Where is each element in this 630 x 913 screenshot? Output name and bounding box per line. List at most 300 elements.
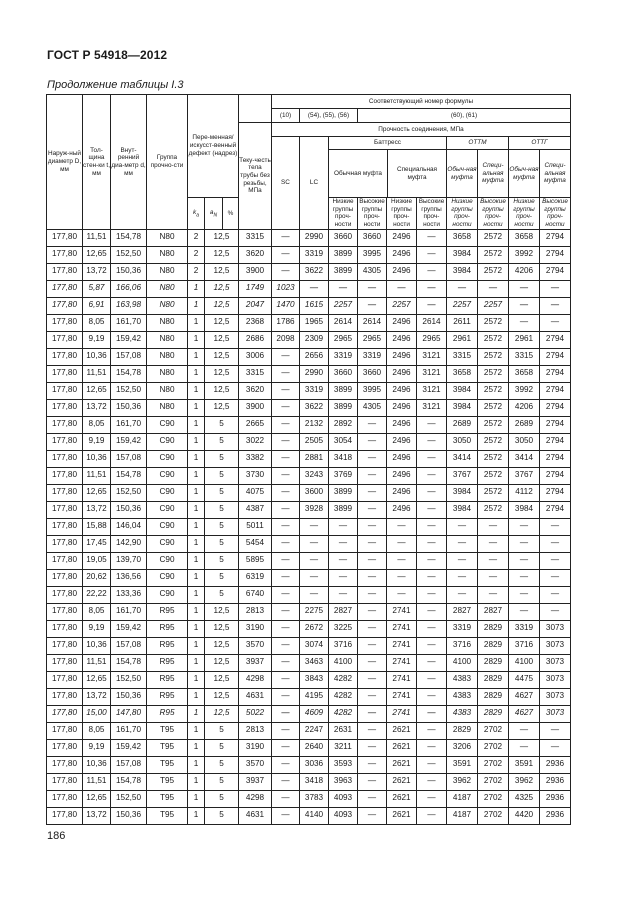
- table-cell: 2611: [447, 314, 478, 331]
- table-cell: 3899: [329, 263, 358, 280]
- table-cell: 2794: [540, 246, 571, 263]
- table-cell: —: [329, 552, 358, 569]
- table-cell: 3992: [509, 382, 540, 399]
- table-cell: 2741: [387, 603, 417, 620]
- table-row: [47, 484, 571, 501]
- table-cell: —: [417, 297, 447, 314]
- table-cell: 1: [188, 535, 205, 552]
- table-cell: 2794: [540, 365, 571, 382]
- table-cell: 3843: [300, 671, 329, 688]
- table-cell: 154,78: [111, 467, 147, 484]
- table-cell: 3190: [239, 620, 272, 637]
- table-cell: 2047: [239, 297, 272, 314]
- table-cell: 3716: [329, 637, 358, 654]
- table-cell: 177,80: [47, 246, 83, 263]
- table-cell: 1: [188, 280, 205, 297]
- table-cell: —: [417, 433, 447, 450]
- table-cell: 2936: [540, 756, 571, 773]
- table-row: [47, 263, 571, 280]
- table-cell: 2829: [447, 722, 478, 739]
- table-cell: —: [358, 501, 387, 518]
- table-cell: —: [358, 535, 387, 552]
- table-cell: —: [272, 382, 300, 399]
- table-row: [47, 586, 571, 603]
- table-cell: —: [358, 654, 387, 671]
- table-cell: 3319: [300, 246, 329, 263]
- table-cell: 3121: [417, 399, 447, 416]
- table-cell: 3928: [300, 501, 329, 518]
- table-row: [47, 569, 571, 586]
- table-cell: 3963: [329, 773, 358, 790]
- table-cell: 2741: [387, 671, 417, 688]
- table-cell: 147,80: [111, 705, 147, 722]
- table-cell: 12,65: [83, 484, 111, 501]
- table-cell: 11,51: [83, 229, 111, 246]
- table-cell: 3660: [329, 365, 358, 382]
- table-cell: 177,80: [47, 263, 83, 280]
- table-cell: 2829: [478, 705, 509, 722]
- table-cell: 2614: [329, 314, 358, 331]
- table-cell: 3984: [447, 246, 478, 263]
- table-cell: —: [387, 535, 417, 552]
- table-cell: 177,80: [47, 688, 83, 705]
- table-cell: 3591: [447, 756, 478, 773]
- table-cell: 4282: [329, 671, 358, 688]
- table-cell: 150,36: [111, 399, 147, 416]
- table-cell: 1: [188, 637, 205, 654]
- table-cell: 3319: [509, 620, 540, 637]
- table-cell: —: [540, 297, 571, 314]
- table-cell: —: [300, 569, 329, 586]
- table-cell: C90: [147, 535, 188, 552]
- formula-60-61: (60), (61): [358, 109, 571, 123]
- col-header-buttress-special-low: Низкие группы проч-ности: [387, 198, 417, 230]
- table-cell: 19,05: [83, 552, 111, 569]
- col-header-buttress: Баттресс: [329, 137, 446, 150]
- table-cell: 2656: [300, 348, 329, 365]
- table-cell: —: [447, 535, 478, 552]
- table-cell: —: [272, 620, 300, 637]
- table-cell: 177,80: [47, 637, 83, 654]
- table-continuation-caption: Продолжение таблицы I.3: [47, 79, 184, 91]
- table-cell: 2572: [478, 382, 509, 399]
- table-cell: 2098: [272, 331, 300, 348]
- table-cell: 154,78: [111, 229, 147, 246]
- table-cell: 177,80: [47, 773, 83, 790]
- table-header: [47, 95, 571, 230]
- table-cell: —: [358, 620, 387, 637]
- table-cell: N80: [147, 280, 188, 297]
- table-cell: 154,78: [111, 773, 147, 790]
- table-cell: 1: [188, 739, 205, 756]
- table-cell: 3054: [329, 433, 358, 450]
- table-row: [47, 518, 571, 535]
- table-cell: 177,80: [47, 229, 83, 246]
- table-cell: 3984: [447, 484, 478, 501]
- table-row: [47, 535, 571, 552]
- col-header-buttress-special-high: Высокие группы проч-ности: [417, 198, 447, 230]
- table-cell: —: [329, 535, 358, 552]
- table-cell: —: [358, 518, 387, 535]
- table-cell: —: [417, 790, 447, 807]
- table-cell: 4187: [447, 807, 478, 824]
- table-cell: 2496: [387, 484, 417, 501]
- table-cell: 3658: [447, 365, 478, 382]
- table-row: [47, 348, 571, 365]
- table-cell: —: [540, 280, 571, 297]
- table-cell: 2496: [387, 246, 417, 263]
- table-cell: 2132: [300, 416, 329, 433]
- table-cell: —: [417, 569, 447, 586]
- table-cell: 5: [205, 569, 239, 586]
- table-cell: 3622: [300, 399, 329, 416]
- table-cell: —: [272, 705, 300, 722]
- table-cell: —: [478, 552, 509, 569]
- table-cell: 2741: [387, 705, 417, 722]
- strength-table: [46, 94, 571, 825]
- table-cell: 5: [205, 773, 239, 790]
- table-cell: 3591: [509, 756, 540, 773]
- table-cell: 3073: [540, 671, 571, 688]
- table-cell: C90: [147, 450, 188, 467]
- table-cell: —: [358, 586, 387, 603]
- table-cell: T95: [147, 722, 188, 739]
- table-cell: 3937: [239, 773, 272, 790]
- table-cell: T95: [147, 739, 188, 756]
- table-cell: 2829: [478, 620, 509, 637]
- table-cell: —: [358, 807, 387, 824]
- table-cell: 1786: [272, 314, 300, 331]
- table-cell: 4383: [447, 705, 478, 722]
- table-cell: 3767: [509, 467, 540, 484]
- table-cell: —: [447, 280, 478, 297]
- table-cell: 4100: [447, 654, 478, 671]
- table-cell: 3620: [239, 246, 272, 263]
- table-cell: 5895: [239, 552, 272, 569]
- table-cell: 2640: [300, 739, 329, 756]
- table-cell: 159,42: [111, 433, 147, 450]
- table-cell: 177,80: [47, 756, 83, 773]
- table-cell: —: [387, 569, 417, 586]
- table-cell: —: [509, 739, 540, 756]
- table-cell: 20,62: [83, 569, 111, 586]
- table-row: [47, 433, 571, 450]
- table-cell: 2: [188, 229, 205, 246]
- table-cell: 5454: [239, 535, 272, 552]
- table-cell: C90: [147, 586, 188, 603]
- table-cell: 3190: [239, 739, 272, 756]
- table-cell: 2936: [540, 790, 571, 807]
- table-cell: C90: [147, 552, 188, 569]
- table-cell: 3050: [447, 433, 478, 450]
- table-cell: 2702: [478, 756, 509, 773]
- table-cell: 13,72: [83, 399, 111, 416]
- table-cell: 15,00: [83, 705, 111, 722]
- table-cell: 2631: [329, 722, 358, 739]
- table-cell: —: [417, 756, 447, 773]
- table-cell: —: [300, 535, 329, 552]
- table-row: [47, 450, 571, 467]
- table-cell: —: [509, 535, 540, 552]
- table-cell: 3716: [447, 637, 478, 654]
- table-cell: C90: [147, 467, 188, 484]
- table-cell: 12,5: [205, 671, 239, 688]
- table-cell: 1: [188, 773, 205, 790]
- table-cell: —: [272, 722, 300, 739]
- table-cell: 11,51: [83, 654, 111, 671]
- table-cell: 2827: [478, 603, 509, 620]
- col-header-ottg: ОТТГ: [509, 137, 570, 150]
- table-cell: 22,22: [83, 586, 111, 603]
- table-cell: 10,36: [83, 348, 111, 365]
- col-header-ottm-special-high: Высокие группы проч-ности: [478, 198, 509, 230]
- table-cell: 159,42: [111, 739, 147, 756]
- table-cell: 1470: [272, 297, 300, 314]
- table-cell: 3315: [447, 348, 478, 365]
- table-cell: N80: [147, 331, 188, 348]
- table-cell: 3622: [300, 263, 329, 280]
- table-cell: —: [358, 569, 387, 586]
- table-cell: 10,36: [83, 637, 111, 654]
- table-cell: 4609: [300, 705, 329, 722]
- table-cell: 177,80: [47, 416, 83, 433]
- table-cell: —: [417, 671, 447, 688]
- table-cell: 5: [205, 501, 239, 518]
- table-cell: 1: [188, 620, 205, 637]
- table-cell: 4627: [509, 688, 540, 705]
- table-cell: 2572: [478, 246, 509, 263]
- table-cell: 2741: [387, 620, 417, 637]
- table-cell: 5: [205, 467, 239, 484]
- table-row: [47, 467, 571, 484]
- table-cell: 3073: [540, 637, 571, 654]
- table-cell: 11,51: [83, 365, 111, 382]
- table-cell: —: [417, 586, 447, 603]
- col-header-buttress-ordinary-high: Высокие группы проч-ности: [359, 198, 385, 229]
- table-cell: 177,80: [47, 603, 83, 620]
- table-cell: 177,80: [47, 620, 83, 637]
- table-cell: 9,19: [83, 433, 111, 450]
- table-cell: —: [387, 586, 417, 603]
- table-cell: 2961: [509, 331, 540, 348]
- table-cell: —: [272, 450, 300, 467]
- table-cell: 1: [188, 569, 205, 586]
- table-cell: —: [358, 603, 387, 620]
- table-cell: 3660: [358, 229, 387, 246]
- table-cell: N80: [147, 263, 188, 280]
- table-cell: 3984: [447, 399, 478, 416]
- table-cell: 4206: [509, 263, 540, 280]
- table-cell: —: [358, 705, 387, 722]
- table-cell: —: [509, 569, 540, 586]
- table-cell: —: [387, 518, 417, 535]
- table-cell: —: [358, 637, 387, 654]
- table-body: [47, 229, 571, 824]
- table-cell: —: [272, 416, 300, 433]
- table-cell: 163,98: [111, 297, 147, 314]
- table-cell: —: [509, 280, 540, 297]
- table-cell: C90: [147, 569, 188, 586]
- table-row: [47, 399, 571, 416]
- table-cell: 3414: [509, 450, 540, 467]
- col-header-ottg-ordinary: Обыч-ная муфта: [509, 150, 540, 197]
- table-cell: 2257: [447, 297, 478, 314]
- table-cell: 3984: [447, 382, 478, 399]
- table-cell: —: [300, 552, 329, 569]
- col-header-yield-strength: Теку-честь тела трубы без резьбы, МПа: [239, 123, 272, 230]
- table-cell: 150,36: [111, 501, 147, 518]
- table-cell: T95: [147, 756, 188, 773]
- table-cell: 4093: [329, 807, 358, 824]
- table-cell: 2702: [478, 722, 509, 739]
- table-cell: 3073: [540, 620, 571, 637]
- table-cell: 13,72: [83, 807, 111, 824]
- table-cell: 2572: [478, 314, 509, 331]
- table-cell: 4075: [239, 484, 272, 501]
- table-cell: 177,80: [47, 467, 83, 484]
- table-cell: 4100: [509, 654, 540, 671]
- table-cell: 12,5: [205, 620, 239, 637]
- table-cell: 12,5: [205, 365, 239, 382]
- table-cell: 12,5: [205, 246, 239, 263]
- table-cell: 2572: [478, 331, 509, 348]
- table-cell: 2572: [478, 467, 509, 484]
- table-cell: —: [447, 586, 478, 603]
- table-cell: —: [272, 263, 300, 280]
- table-cell: 2: [188, 263, 205, 280]
- table-cell: 2794: [540, 263, 571, 280]
- table-cell: 2702: [478, 790, 509, 807]
- table-cell: 3319: [329, 348, 358, 365]
- table-cell: 3006: [239, 348, 272, 365]
- table-cell: —: [272, 484, 300, 501]
- table-cell: 1: [188, 807, 205, 824]
- table-cell: N80: [147, 399, 188, 416]
- table-cell: 3463: [300, 654, 329, 671]
- table-cell: 2672: [300, 620, 329, 637]
- table-cell: 3073: [540, 705, 571, 722]
- table-row: [47, 756, 571, 773]
- table-cell: —: [358, 433, 387, 450]
- table-cell: 4140: [300, 807, 329, 824]
- table-cell: 4298: [239, 671, 272, 688]
- table-cell: 2621: [387, 722, 417, 739]
- table-row: [47, 722, 571, 739]
- table-cell: 4475: [509, 671, 540, 688]
- table-cell: C90: [147, 416, 188, 433]
- table-cell: 3073: [540, 688, 571, 705]
- table-cell: —: [358, 552, 387, 569]
- table-cell: 177,80: [47, 450, 83, 467]
- table-cell: 1: [188, 654, 205, 671]
- table-cell: —: [272, 688, 300, 705]
- table-cell: —: [509, 586, 540, 603]
- table-cell: 12,5: [205, 637, 239, 654]
- table-cell: 1: [188, 382, 205, 399]
- table-cell: 15,88: [83, 518, 111, 535]
- table-cell: 2827: [447, 603, 478, 620]
- table-cell: 6740: [239, 586, 272, 603]
- table-cell: 2275: [300, 603, 329, 620]
- table-cell: 1: [188, 433, 205, 450]
- table-cell: 1: [188, 365, 205, 382]
- table-row: [47, 280, 571, 297]
- table-cell: 3036: [300, 756, 329, 773]
- table-cell: 152,50: [111, 246, 147, 263]
- table-cell: 4631: [239, 807, 272, 824]
- table-cell: 5011: [239, 518, 272, 535]
- table-cell: 1: [188, 671, 205, 688]
- table-cell: —: [417, 416, 447, 433]
- table-cell: 2741: [387, 654, 417, 671]
- table-cell: 150,36: [111, 807, 147, 824]
- table-cell: R95: [147, 620, 188, 637]
- table-cell: 8,05: [83, 603, 111, 620]
- table-cell: 5: [205, 433, 239, 450]
- table-cell: —: [272, 433, 300, 450]
- table-cell: 3225: [329, 620, 358, 637]
- table-cell: —: [540, 518, 571, 535]
- table-cell: 2881: [300, 450, 329, 467]
- table-cell: —: [272, 739, 300, 756]
- table-cell: 3593: [329, 756, 358, 773]
- table-cell: 154,78: [111, 654, 147, 671]
- table-cell: N80: [147, 382, 188, 399]
- table-row: [47, 501, 571, 518]
- table-cell: 12,65: [83, 671, 111, 688]
- table-cell: —: [417, 807, 447, 824]
- table-cell: —: [329, 569, 358, 586]
- table-cell: 2741: [387, 688, 417, 705]
- table-row: [47, 331, 571, 348]
- table-cell: 13,72: [83, 263, 111, 280]
- table-cell: T95: [147, 790, 188, 807]
- table-cell: 161,70: [111, 314, 147, 331]
- table-cell: 177,80: [47, 671, 83, 688]
- table-cell: 8,05: [83, 722, 111, 739]
- table-cell: —: [300, 280, 329, 297]
- table-cell: 2965: [417, 331, 447, 348]
- table-row: [47, 382, 571, 399]
- table-cell: 4206: [509, 399, 540, 416]
- table-cell: —: [272, 399, 300, 416]
- col-header-buttress-special: Специальная муфта: [396, 165, 438, 181]
- table-cell: 2686: [239, 331, 272, 348]
- table-cell: 2794: [540, 229, 571, 246]
- table-cell: 5: [205, 756, 239, 773]
- table-cell: —: [272, 637, 300, 654]
- table-cell: 150,36: [111, 688, 147, 705]
- table-cell: 5,87: [83, 280, 111, 297]
- table-cell: 3418: [329, 450, 358, 467]
- table-cell: 12,5: [205, 263, 239, 280]
- table-cell: 1: [188, 314, 205, 331]
- table-cell: 4387: [239, 501, 272, 518]
- table-cell: 166,06: [111, 280, 147, 297]
- table-cell: 8,05: [83, 416, 111, 433]
- table-cell: N80: [147, 365, 188, 382]
- table-cell: 2257: [387, 297, 417, 314]
- table-cell: 3900: [239, 263, 272, 280]
- table-cell: 2829: [478, 671, 509, 688]
- table-cell: 2621: [387, 756, 417, 773]
- table-cell: 142,90: [111, 535, 147, 552]
- table-cell: —: [358, 297, 387, 314]
- table-cell: 152,50: [111, 671, 147, 688]
- table-cell: 2572: [478, 365, 509, 382]
- table-cell: N80: [147, 314, 188, 331]
- table-cell: 3121: [417, 382, 447, 399]
